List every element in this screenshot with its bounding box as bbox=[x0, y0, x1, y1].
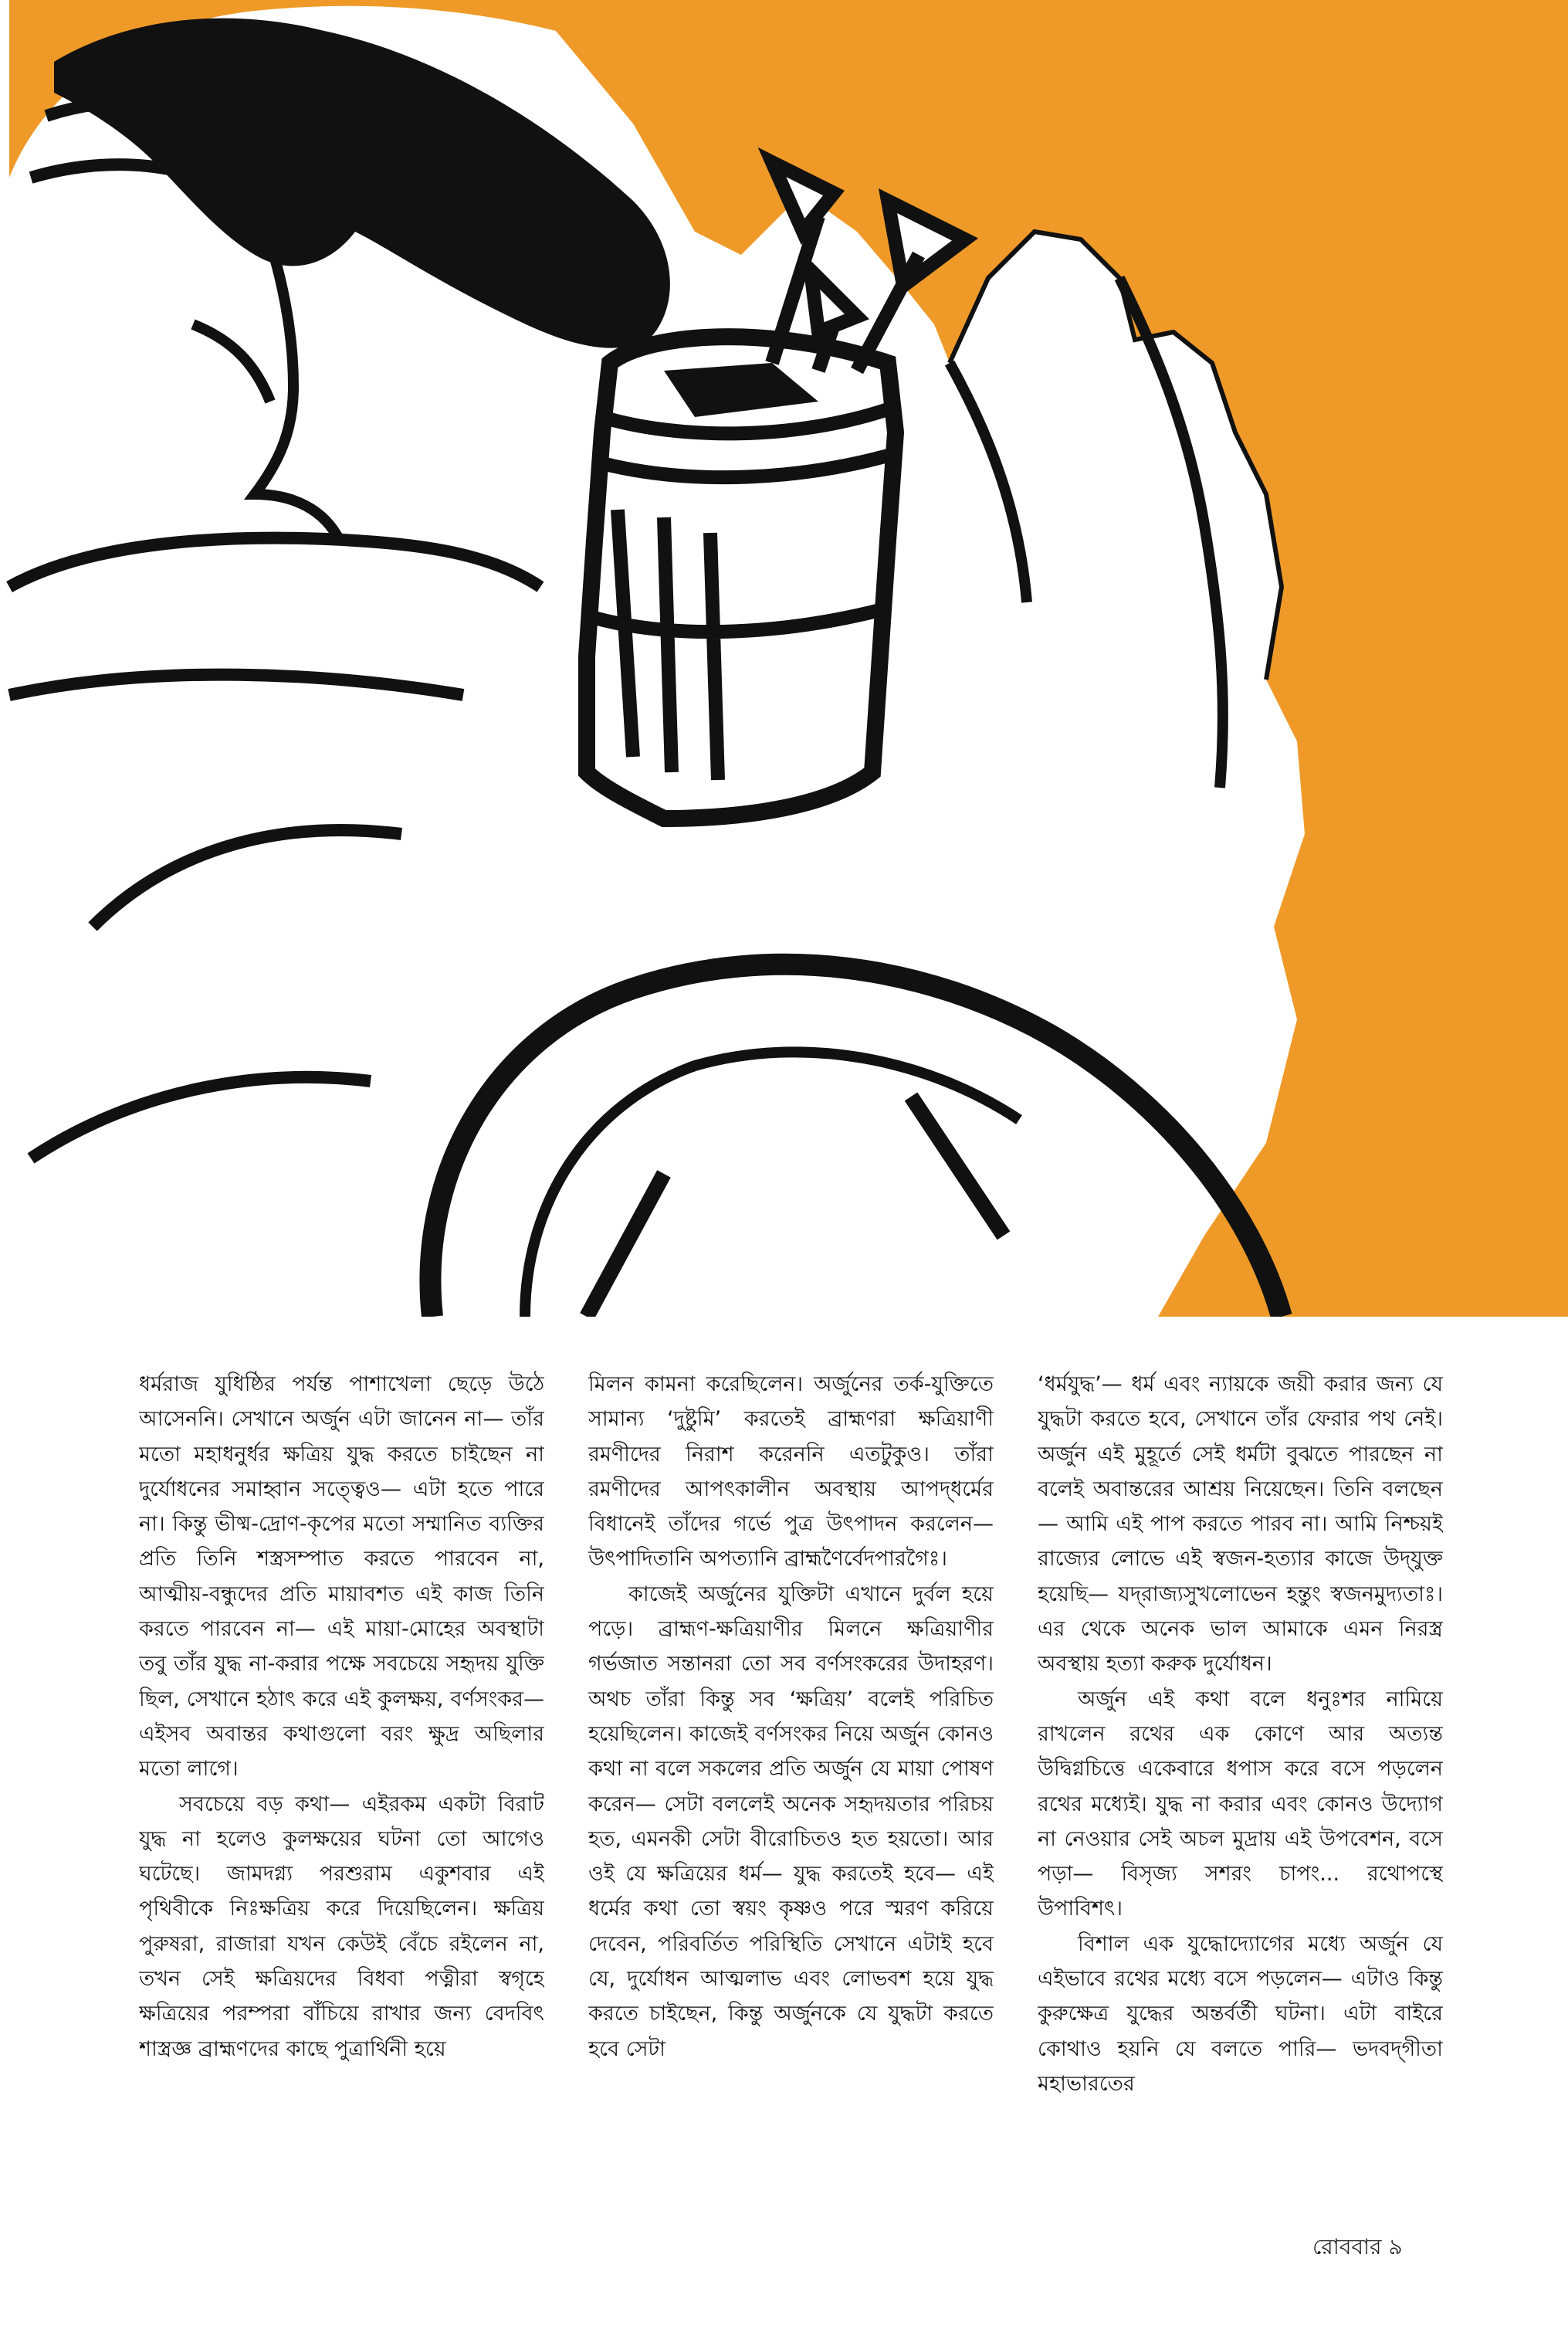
paragraph: কাজেই অর্জুনের যুক্তিটা এখানে দুর্বল হয়ে পড়ে। ব্রাহ্মণ-ক্ষত্রিয়াণীর মিলনে ক্ষত্রিয়াণীর গর্ভজাত সন্তানরা তো সব বর্ণসংকরের উদাহরণ। অথচ তাঁরা কিন্তু সব ‘ক্ষত্রিয়’ বলেই পরিচিত হয়েছিলেন। কাজেই বর্ণসংকর নিয়ে অর্জুন কোনও কথা না বলে সকলের প্রতি অর্জুন যে মায়া পোষণ করেন— সেটা বললেই অনেক সহৃদয়তার পরিচয় হত, এমনকী সেটা বীরোচিতও হত হয়তো। আর ওই যে ক্ষত্রিয়ের ধর্ম— যুদ্ধ করতেই হবে— এই ধর্মের কথা তো স্বয়ং কৃষ্ণও পরে স্মরণ করিয়ে দেবেন, পরিবর্তিত পরিস্থিতি সেখানে এটাই হবে যে, দুর্যোধন আত্মলাভ এবং লোভবশ হয়ে যুদ্ধ করতে চাইছেন, কিন্তু অর্জুনকে যে যুদ্ধটা করতে হবে সেটা bbox=[588, 1582, 994, 2061]
page-folio: রোববার ৯ bbox=[1312, 2234, 1403, 2260]
paragraph: বিশাল এক যুদ্ধোদ্যোগের মধ্যে অর্জুন যে এইভাবে রথের মধ্যে বসে পড়লেন— এটাও কিন্তু কুরুক্ষেত্র যুদ্ধের অন্তর্বর্তী ঘটনা। এটা বাইরে কোথাও হয়নি যে বলতে পারি— ভদবদ্‌গীতা মহাভারতের bbox=[1038, 1931, 1443, 2096]
text-column-2 bbox=[588, 1367, 994, 2209]
paragraph: মিলন কামনা করেছিলেন। অর্জুনের তর্ক-যুক্তিতে সামান্য ‘দুষ্টুমি’ করতেই ব্রাহ্মণরা ক্ষত্রিয়াণী রমণীদের নিরাশ করেননি এতটুকুও। তাঁরা রমণীদের আপৎকালীন অবস্থায় আপদ্‌ধর্মের বিধানেই তাঁদের গর্ভে পুত্র উৎপাদন করলেন— উৎপাদিতানি অপত্যানি ব্রাহ্মণৈর্বেদপারগৈঃ। bbox=[588, 1372, 994, 1572]
paragraph: অর্জুন এই কথা বলে ধনুঃশর নামিয়ে রাখলেন রথের এক কোণে আর অত্যন্ত উদ্বিগ্নচিত্তে একেবারে ধপাস করে বসে পড়লেন রথের মধ্যেই। যুদ্ধ না করার এবং কোনও উদ্যোগ না নেওয়ার সেই অচল মুদ্রায় এই উপবেশন, বসে পড়া— বিসৃজ্য সশরং চাপং... রথোপস্থে উপাবিশৎ। bbox=[1038, 1687, 1443, 1921]
text-column-1 bbox=[139, 1367, 544, 2209]
paragraph: সবচেয়ে বড় কথা— এইরকম একটা বিরাট যুদ্ধ না হলেও কুলক্ষয়ের ঘটনা তো আগেও ঘটেছে। জামদগ্ন্য পরশুরাম একুশবার এই পৃথিবীকে নিঃক্ষত্রিয় করে দিয়েছিলেন। ক্ষত্রিয় পুরুষরা, রাজারা যখন কেউই বেঁচে রইলেন না, তখন সেই ক্ষত্রিয়দের বিধবা পত্নীরা স্বগৃহে ক্ষত্রিয়ের পরম্পরা বাঁচিয়ে রাখার জন্য বেদবিৎ শাস্ত্রজ্ঞ ব্রাহ্মণদের কাছে পুত্রার্থিনী হয়ে bbox=[139, 1792, 544, 2061]
paragraph: ‘ধর্মযুদ্ধ’— ধর্ম এবং ন্যায়কে জয়ী করার জন্য যে যুদ্ধটা করতে হবে, সেখানে তাঁর ফেরার পথ নেই। অর্জুন এই মুহূর্তে সেই ধর্মটা বুঝতে পারছেন না বলেই অবান্তরের আশ্রয় নিয়েছেন। তিনি বলছেন— আমি এই পাপ করতে পারব না। আমি নিশ্চয়ই রাজ্যের লোভে এই স্বজন-হত্যার কাজে উদ্‌যুক্ত হয়েছি— যদ্‌রাজ্যসুখলোভেন হন্তুং স্বজনমুদ্যতাঃ। এর থেকে অনেক ভাল আমাকে এমন নিরস্ত্র অবস্থায় হত্যা করুক দুর্যোধন। bbox=[1038, 1372, 1443, 1677]
text-column-3 bbox=[1038, 1367, 1443, 2209]
paragraph: ধর্মরাজ যুধিষ্ঠির পর্যন্ত পাশাখেলা ছেড়ে উঠে আসেননি। সেখানে অর্জুন এটা জানেন না— তাঁর মতো মহাধনুর্ধর ক্ষত্রিয় যুদ্ধ করতে চাইছেন না দুর্যোধনের সমাহ্বান সত্ত্বেও— এটা হতে পারে না। কিন্তু ভীষ্ম-দ্রোণ-কৃপের মতো সম্মানিত ব্যক্তির প্রতি তিনি শস্ত্রসম্পাত করতে পারবেন না, আত্মীয়-বন্ধুদের প্রতি মায়াবশত এই কাজ তিনি করতে পারবেন না— এই মায়া-মোহের অবস্থাটা তবু তাঁর যুদ্ধ না-করার পক্ষে সবচেয়ে সহৃদয় যুক্তি ছিল, সেখানে হঠাৎ করে এই কুলক্ষয়, বর্ণসংকর— এইসব অবান্তর কথাগুলো বরং ক্ষুদ্র অছিলার মতো লাগে। bbox=[139, 1372, 544, 1782]
quiver-shape bbox=[587, 337, 896, 819]
article-body bbox=[139, 1367, 1444, 2209]
